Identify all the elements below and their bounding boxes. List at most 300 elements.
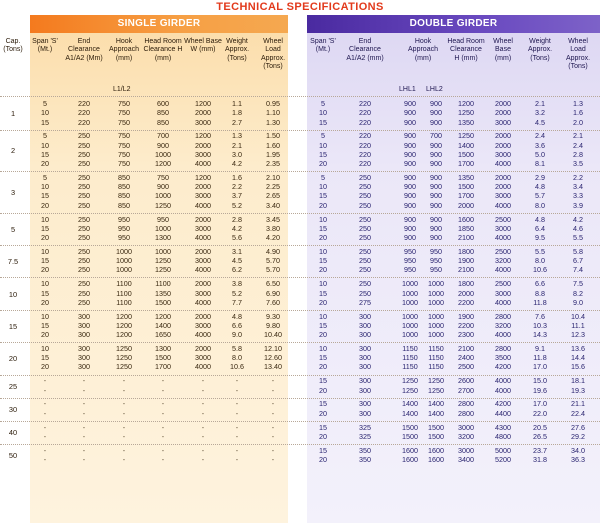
double-cell: 950	[430, 265, 442, 275]
single-cell: 4.20	[266, 233, 280, 243]
double-cell: 20	[319, 200, 327, 210]
double-cell: 7.4	[573, 265, 583, 275]
double-cell: 6.4	[535, 223, 545, 233]
double-cell: 250	[359, 182, 371, 192]
single-cell: 1200	[195, 99, 211, 108]
header-divider	[0, 96, 600, 97]
double-cell: 900	[430, 99, 442, 108]
double-cell: 1850	[458, 223, 474, 233]
single-cell: -	[271, 408, 275, 418]
double-cell: 3000	[458, 445, 474, 455]
double-cell: 900	[404, 140, 416, 150]
double-cell: 950	[430, 246, 442, 256]
double-cell: 1400	[428, 399, 444, 409]
capacity-label: 7.5	[7, 257, 19, 267]
single-cell: 250	[78, 233, 90, 243]
double-cell: 15	[319, 223, 327, 233]
double-cell: 10	[319, 246, 327, 256]
double-col-header: Weight Approx. (Tons)	[527, 38, 553, 62]
double-cell: 300	[359, 353, 371, 363]
double-cell: 300	[359, 385, 371, 395]
double-cell: 250	[359, 191, 371, 201]
single-cell: -	[43, 399, 47, 409]
single-cell: 220	[78, 99, 90, 108]
double-cell: 5.7	[535, 191, 545, 201]
double-cell: 20.5	[533, 422, 547, 432]
double-cell: 1200	[458, 99, 474, 108]
double-cell: 15	[319, 399, 327, 409]
double-cell: 2000	[495, 140, 511, 150]
single-cell: 5.70	[266, 256, 280, 266]
double-cell: 11.8	[533, 353, 547, 363]
double-cell: 5000	[495, 445, 511, 455]
single-cell: 250	[78, 172, 90, 182]
single-cell: -	[82, 376, 86, 386]
single-cell: -	[161, 431, 165, 441]
single-cell: 13.40	[264, 362, 282, 372]
single-cell: 4.90	[266, 246, 280, 256]
single-cell: 20	[41, 200, 49, 210]
single-cell: 1200	[116, 330, 132, 340]
double-cell: 6.7	[573, 256, 583, 266]
double-cell: 900	[404, 149, 416, 159]
double-cell: 15	[319, 320, 327, 330]
single-cell: -	[82, 399, 86, 409]
double-cell: 2.8	[573, 149, 583, 159]
double-cell: 3.4	[573, 182, 583, 192]
double-cell: 1150	[428, 343, 444, 353]
single-cell: 300	[78, 330, 90, 340]
single-cell: 15	[41, 117, 49, 127]
single-cell: 2000	[195, 140, 211, 150]
single-cell: 3000	[195, 223, 211, 233]
double-cell: 15.0	[533, 376, 547, 386]
single-cell: 10	[41, 182, 49, 192]
double-cell: 3400	[458, 454, 474, 464]
single-cell: -	[161, 408, 165, 418]
single-cell: 1250	[155, 200, 171, 210]
double-cell: 23.7	[533, 445, 547, 455]
single-cell: 4000	[195, 297, 211, 307]
double-cell: 250	[359, 288, 371, 298]
double-cell: 5	[321, 172, 325, 182]
double-cell: 2300	[458, 330, 474, 340]
double-cell: 300	[359, 330, 371, 340]
single-cell: 4000	[195, 233, 211, 243]
single-cell: 250	[78, 246, 90, 256]
double-cell: 1350	[458, 117, 474, 127]
double-cell: 1600	[458, 214, 474, 224]
single-cell: 4.5	[232, 256, 242, 266]
double-cell: 2200	[458, 320, 474, 330]
single-cell: 220	[78, 117, 90, 127]
double-cell: 1500	[402, 431, 418, 441]
single-cell: -	[82, 408, 86, 418]
double-cell: 3000	[495, 223, 511, 233]
single-col-header: Hook Approach (mm)	[109, 38, 139, 62]
single-cell: 3000	[195, 288, 211, 298]
double-cell: 36.3	[571, 454, 585, 464]
single-cell: 600	[157, 99, 169, 108]
single-cell: 2.25	[266, 182, 280, 192]
double-cell: 300	[359, 362, 371, 372]
double-cell: 950	[404, 246, 416, 256]
single-cell: 1200	[195, 131, 211, 141]
double-cell: 900	[404, 191, 416, 201]
double-cell: 6.6	[535, 279, 545, 289]
single-cell: 850	[157, 117, 169, 127]
capacity-label: 2	[10, 146, 16, 156]
double-cell: 900	[430, 182, 442, 192]
single-cell: 300	[78, 343, 90, 353]
double-cell: 950	[430, 256, 442, 266]
double-cell: 1000	[402, 288, 418, 298]
single-cell: 300	[78, 311, 90, 321]
double-cell: 3000	[495, 191, 511, 201]
single-cell: 20	[41, 233, 49, 243]
double-cell: 900	[430, 108, 442, 118]
double-cell: 8.0	[535, 200, 545, 210]
single-cell: 10.6	[230, 362, 244, 372]
double-cell: 250	[359, 256, 371, 266]
single-cell: 1500	[155, 353, 171, 363]
single-cell: 250	[78, 288, 90, 298]
double-cell: 250	[359, 200, 371, 210]
double-cell: 5.8	[573, 246, 583, 256]
single-cell: 4.2	[232, 223, 242, 233]
single-cell: -	[201, 408, 205, 418]
double-cell: 26.5	[533, 431, 547, 441]
single-cell: 950	[118, 233, 130, 243]
double-girder-header: DOUBLE GIRDER	[307, 15, 600, 33]
double-cell: 3200	[495, 256, 511, 266]
double-cell: 2000	[495, 172, 511, 182]
double-cell: 20	[319, 408, 327, 418]
single-cell: 250	[78, 223, 90, 233]
single-cell: 1250	[116, 343, 132, 353]
single-col-header: Weight Approx. (Tons)	[224, 38, 250, 62]
single-cell: 5.2	[232, 288, 242, 298]
single-cell: -	[82, 454, 86, 464]
double-cell: 11.8	[533, 297, 547, 307]
single-cell: 1200	[155, 159, 171, 169]
single-cell: -	[235, 422, 239, 432]
single-cell: -	[122, 454, 126, 464]
single-cell: -	[271, 422, 275, 432]
single-cell: 250	[78, 149, 90, 159]
double-cell: 2800	[458, 408, 474, 418]
single-cell: 4000	[195, 330, 211, 340]
single-cell: 10	[41, 343, 49, 353]
double-cell: 250	[359, 223, 371, 233]
double-cell: 220	[359, 99, 371, 108]
double-cell: 1600	[402, 445, 418, 455]
single-cell: -	[122, 431, 126, 441]
double-cell: 1400	[402, 408, 418, 418]
single-cell: 3.80	[266, 223, 280, 233]
double-cell: 27.6	[571, 422, 585, 432]
single-cell: -	[271, 385, 275, 395]
single-cell: 850	[157, 108, 169, 118]
single-cell: -	[122, 399, 126, 409]
single-cell: -	[43, 445, 47, 455]
double-cell: 2.0	[573, 117, 583, 127]
double-cell: 12.3	[571, 330, 585, 340]
single-cell: 0.95	[266, 99, 280, 108]
single-cell: 3000	[195, 320, 211, 330]
single-cell: 2000	[195, 279, 211, 289]
double-cell: 31.8	[533, 454, 547, 464]
single-cell: 750	[157, 172, 169, 182]
single-cell: 6.50	[266, 279, 280, 289]
single-cell: 5	[43, 172, 47, 182]
double-cell: 1350	[458, 172, 474, 182]
single-cell: 15	[41, 353, 49, 363]
double-cell: 15.6	[571, 362, 585, 372]
double-cell: 3000	[495, 149, 511, 159]
double-cell: 1500	[428, 431, 444, 441]
double-cell: 900	[404, 233, 416, 243]
double-cell: 900	[404, 172, 416, 182]
single-cell: 2000	[195, 214, 211, 224]
double-cell: 5.5	[535, 246, 545, 256]
single-cell: 1300	[155, 343, 171, 353]
single-cell: 750	[118, 159, 130, 169]
single-cell: -	[122, 422, 126, 432]
double-cell: 3000	[495, 117, 511, 127]
double-cell: 19.3	[571, 385, 585, 395]
double-cell: 1000	[428, 320, 444, 330]
double-cell: 11.1	[571, 320, 585, 330]
single-cell: 1300	[155, 233, 171, 243]
double-cell: 14.3	[533, 330, 547, 340]
single-cell: 1200	[116, 320, 132, 330]
single-cell: -	[82, 445, 86, 455]
double-cell: 1150	[428, 362, 444, 372]
single-cell: -	[43, 431, 47, 441]
double-cell: 220	[359, 108, 371, 118]
double-cell: 1000	[402, 311, 418, 321]
double-cell: 2000	[458, 288, 474, 298]
single-cell: 1650	[155, 330, 171, 340]
single-cell: -	[82, 431, 86, 441]
double-cell: 2.4	[573, 140, 583, 150]
single-cell: 4000	[195, 265, 211, 275]
single-cell: 8.0	[232, 353, 242, 363]
single-cell: 1000	[116, 246, 132, 256]
single-cell: 5.6	[232, 233, 242, 243]
single-cell: 5.2	[232, 200, 242, 210]
double-cell: 22.0	[533, 408, 547, 418]
single-cell: 900	[157, 182, 169, 192]
double-cell: 325	[359, 431, 371, 441]
single-cell: 10	[41, 108, 49, 118]
single-cell: 300	[78, 362, 90, 372]
capacity-label: 40	[8, 428, 18, 438]
double-cell: 900	[404, 223, 416, 233]
double-cell: 1250	[402, 376, 418, 386]
double-cell: 900	[430, 214, 442, 224]
double-cell: 5.5	[573, 233, 583, 243]
double-cell: 10	[319, 343, 327, 353]
single-cell: 1.50	[266, 131, 280, 141]
double-cell: 4.8	[535, 182, 545, 192]
single-cell: 750	[118, 140, 130, 150]
double-cell: 1900	[458, 311, 474, 321]
double-col-header: Hook Approach (mm)	[408, 38, 438, 62]
double-cell: 220	[359, 159, 371, 169]
single-cell: 850	[118, 200, 130, 210]
single-cell: -	[201, 376, 205, 386]
single-cell: 2.2	[232, 182, 242, 192]
capacity-label: 5	[10, 224, 16, 234]
single-cell: 3000	[195, 256, 211, 266]
double-cell: 2100	[458, 343, 474, 353]
double-cell: 4.6	[573, 223, 583, 233]
single-cell: -	[82, 422, 86, 432]
capacity-label: 10	[8, 289, 18, 299]
single-cell: 1700	[155, 362, 171, 372]
double-cell: 29.2	[571, 431, 585, 441]
single-cell: 10	[41, 311, 49, 321]
double-cell: 2200	[458, 297, 474, 307]
double-cell: 8.2	[573, 288, 583, 298]
single-cell: 20	[41, 159, 49, 169]
double-cell: 300	[359, 376, 371, 386]
single-cell: 2000	[195, 108, 211, 118]
double-cell: 1600	[428, 445, 444, 455]
single-cell: -	[271, 445, 275, 455]
double-cell: 15	[319, 353, 327, 363]
single-cell: -	[235, 376, 239, 386]
single-cell: 1000	[155, 246, 171, 256]
double-cell: 900	[430, 191, 442, 201]
single-cell: 750	[118, 117, 130, 127]
double-cell: 250	[359, 172, 371, 182]
single-cell: 1000	[155, 223, 171, 233]
single-cell: -	[122, 408, 126, 418]
double-cell: 1400	[402, 399, 418, 409]
single-cell: 5	[43, 99, 47, 108]
single-cell: 900	[157, 140, 169, 150]
double-cell: 350	[359, 454, 371, 464]
single-cell: -	[43, 385, 47, 395]
single-cell: -	[43, 454, 47, 464]
double-cell: 20	[319, 385, 327, 395]
single-cell: 20	[41, 265, 49, 275]
double-cell: 4000	[495, 265, 511, 275]
double-cell: 1000	[402, 297, 418, 307]
double-cell: 15	[319, 376, 327, 386]
double-cell: 4000	[495, 200, 511, 210]
single-cell: 1.1	[232, 99, 242, 108]
capacity-label: 20	[8, 354, 18, 364]
single-cell: 9.80	[266, 320, 280, 330]
double-cell: 300	[359, 343, 371, 353]
double-cell: 250	[359, 233, 371, 243]
double-cell: 1.6	[573, 108, 583, 118]
single-cell: -	[271, 431, 275, 441]
single-cell: 750	[118, 149, 130, 159]
single-cell: 850	[118, 182, 130, 192]
single-cell: 1000	[116, 256, 132, 266]
double-cell: 3.6	[535, 140, 545, 150]
double-cell: 900	[430, 223, 442, 233]
single-col-header: Wheel Load Approx. (Tons)	[260, 38, 286, 71]
double-cell: 4000	[495, 297, 511, 307]
double-cell: 3000	[495, 288, 511, 298]
double-cell: 1250	[428, 376, 444, 386]
single-cell: 250	[78, 297, 90, 307]
double-cell: 1400	[458, 140, 474, 150]
double-col-header: Wheel Base (mm)	[493, 38, 513, 62]
single-cell: 300	[78, 320, 90, 330]
double-cell: 1900	[458, 256, 474, 266]
double-cell: 1000	[428, 297, 444, 307]
double-cell: 2000	[495, 131, 511, 141]
single-cell: 15	[41, 288, 49, 298]
double-cell: 1400	[428, 408, 444, 418]
page-title: TECHNICAL SPECIFICATIONS	[216, 1, 384, 13]
group-divider	[0, 171, 600, 172]
single-cell: 3000	[195, 191, 211, 201]
single-cell: 2000	[195, 182, 211, 192]
single-cell: 15	[41, 256, 49, 266]
single-cell: 1100	[116, 288, 132, 298]
double-sublabel-lhl1: LHL1	[399, 86, 416, 93]
single-cell: -	[201, 445, 205, 455]
double-cell: 900	[430, 200, 442, 210]
double-cell: 1150	[428, 353, 444, 363]
double-cell: 220	[359, 131, 371, 141]
single-cell: 950	[118, 223, 130, 233]
single-cell: 3.1	[232, 246, 242, 256]
group-divider	[0, 310, 600, 311]
single-cell: 3000	[195, 353, 211, 363]
double-cell: 20	[319, 454, 327, 464]
double-cell: 900	[430, 172, 442, 182]
double-cell: 2700	[458, 385, 474, 395]
single-cell: 850	[118, 172, 130, 182]
double-cell: 250	[359, 246, 371, 256]
double-cell: 3000	[458, 422, 474, 432]
single-cell: -	[271, 376, 275, 386]
double-cell: 900	[404, 99, 416, 108]
double-cell: 15	[319, 256, 327, 266]
double-cell: 900	[404, 131, 416, 141]
single-cell: 15	[41, 191, 49, 201]
single-cell: 1.95	[266, 149, 280, 159]
double-cell: 2000	[495, 108, 511, 118]
single-cell: 10	[41, 246, 49, 256]
double-cell: 7.6	[535, 311, 545, 321]
single-cell: 3.40	[266, 200, 280, 210]
double-cell: 1000	[428, 288, 444, 298]
double-cell: 3.9	[573, 200, 583, 210]
double-cell: 8.8	[535, 288, 545, 298]
double-cell: 900	[404, 159, 416, 169]
double-cell: 4.5	[535, 117, 545, 127]
double-cell: 9.1	[535, 343, 545, 353]
single-cell: 6.6	[232, 320, 242, 330]
single-cell: -	[235, 454, 239, 464]
double-cell: 2.2	[573, 172, 583, 182]
double-cell: 1150	[402, 362, 418, 372]
double-cell: 2500	[495, 214, 511, 224]
double-cell: 1150	[402, 343, 418, 353]
single-cell: 250	[78, 191, 90, 201]
double-cell: 2000	[495, 182, 511, 192]
